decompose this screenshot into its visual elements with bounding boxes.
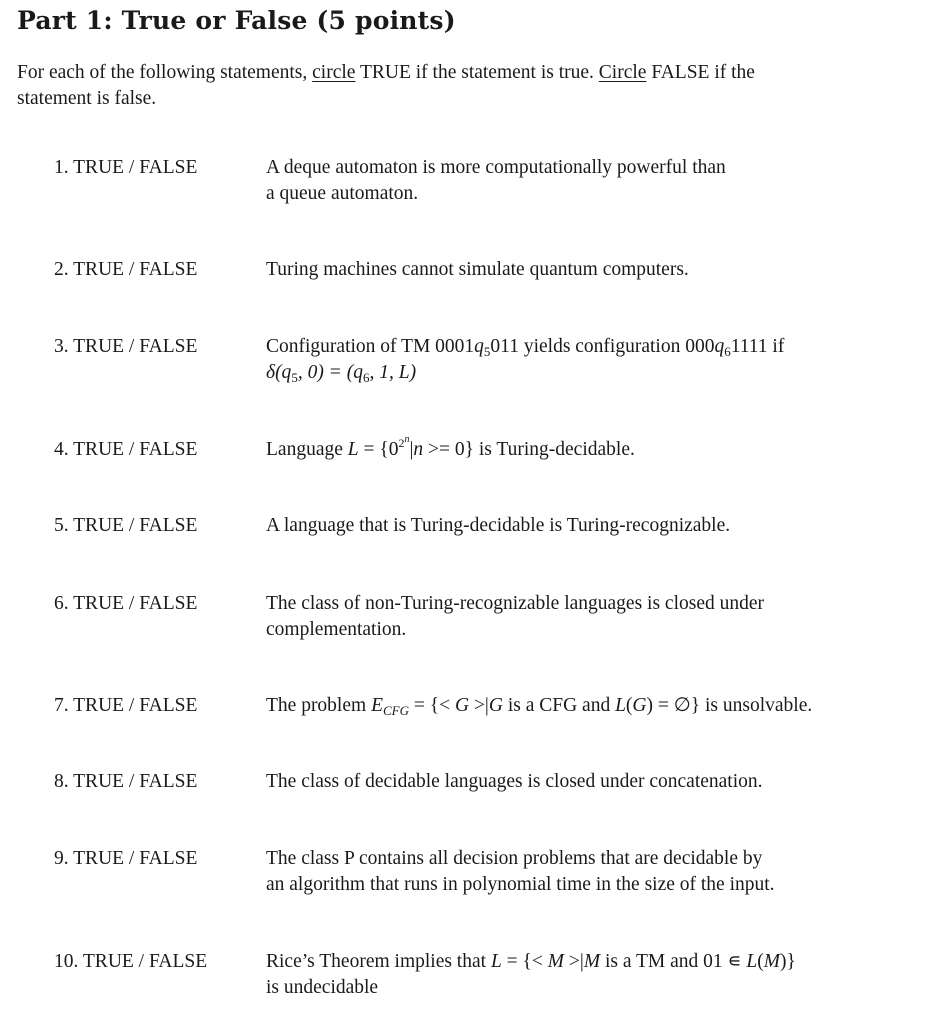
question-statement: The class of decidable languages is closed under concatenation.: [266, 771, 763, 792]
question-label: 9. TRUE / FALSE: [54, 848, 198, 869]
question-label: 3. TRUE / FALSE: [54, 336, 198, 357]
question-label: 1. TRUE / FALSE: [54, 157, 198, 178]
instructions: For each of the following statements, circle TRUE if the statement is true. Circle FALSE if the statement is false.: [17, 62, 755, 109]
question-statement: Turing machines cannot simulate quantum computers.: [266, 259, 689, 280]
underlined-word: circle: [312, 62, 356, 83]
question-statement: Configuration of TM $0001q_5011$ yields configuration $000q_61111$ if $\delta(q_5$, $0) = (q_6$, 1, L): [266, 336, 785, 385]
page-title: Part 1: True or False (5 points): [17, 6, 456, 35]
question-statement: Rice’s Theorem implies that L = {< M >|M is a TM and 01 ∊ L(M)} is undecidable: [266, 951, 796, 998]
underlined-word: Circle: [598, 62, 647, 83]
question-label: 5. TRUE / FALSE: [54, 515, 198, 536]
question-statement: The problem $E_{CFG}$ = {< G >|G is a CFG and L(G) = ∅} is unsolvable.: [266, 695, 813, 718]
question-statement: The class of non-Turing-recognizable languages is closed under complementation.: [266, 593, 765, 640]
question-label: 6. TRUE / FALSE: [54, 593, 198, 614]
question-label: 2. TRUE / FALSE: [54, 259, 198, 280]
question-label: 8. TRUE / FALSE: [54, 771, 198, 792]
question-statement: A deque automaton is more computationally powerful than a queue automaton.: [266, 157, 726, 204]
question-statement: A language that is Turing-decidable is Turing-recognizable.: [266, 515, 731, 536]
question-label: 10. TRUE / FALSE: [54, 951, 208, 972]
question-statement: Language $L = \{0^{2^n}|n >= 0\}$ is Turing-decidable.: [266, 434, 635, 460]
question-statement: The class P contains all decision problems that are decidable by an algorithm that runs in polynomial time in the size of the input.: [266, 848, 775, 895]
question-label: 4. TRUE / FALSE: [54, 439, 198, 460]
question-label: 7. TRUE / FALSE: [54, 695, 198, 716]
